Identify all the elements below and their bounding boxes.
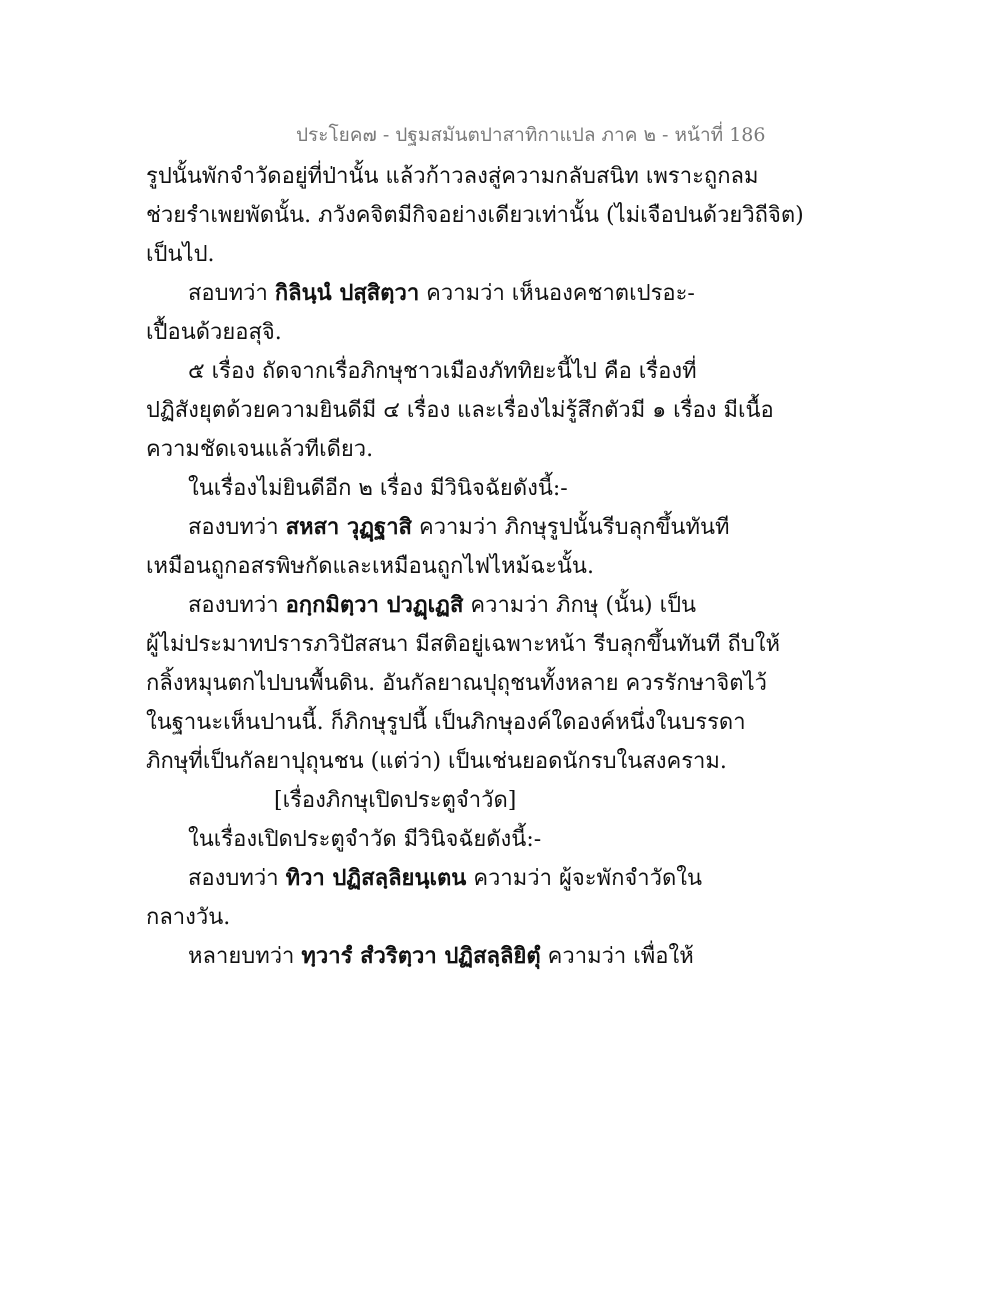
paragraph-line: เป็นไป. bbox=[146, 242, 215, 267]
line-text: ความว่า ผู้จะพักจำวัดใน bbox=[466, 866, 703, 891]
paragraph-line: เปื้อนด้วยอสุจิ. bbox=[146, 320, 282, 345]
paragraph-line: ภิกษุที่เป็นกัลยาปุถุนชน (แต่ว่า) เป็นเช่นยอดนักรบในสงคราม. bbox=[146, 749, 727, 774]
paragraph-line bbox=[146, 937, 726, 976]
line-text: ความว่า เพื่อให้ bbox=[540, 944, 694, 969]
paragraph-line bbox=[146, 274, 726, 313]
pali-term: ทิวา ปฏิสลฺลิยนฺเตน bbox=[285, 865, 467, 891]
paragraph-line bbox=[146, 586, 726, 625]
paragraph-line: ๕ เรื่อง ถัดจากเรื่อภิกษุชาวเมืองภัททิยะนี้ไป คือ เรื่องที่ bbox=[188, 359, 697, 384]
line-text: ความว่า ภิกษุรูปนั้นรีบลุกขึ้นทันที bbox=[411, 515, 730, 540]
paragraph-line: กลางวัน. bbox=[146, 905, 231, 930]
pali-term: สหสา วุฏฺฐาสิ bbox=[285, 514, 412, 540]
paragraph-line bbox=[146, 859, 726, 898]
line-text: สองบทว่า bbox=[188, 593, 286, 618]
paragraph-line: ในเรื่องเปิดประตูจำวัด มีวินิจฉัยดังนี้:- bbox=[188, 827, 542, 852]
paragraph-line bbox=[146, 508, 730, 547]
running-header: ประโยค๗ - ปฐมสมันตปาสาทิกาแปล ภาค ๒ - หน้าที่ 186 bbox=[296, 124, 766, 146]
paragraph-line: กลิ้งหมุนตกไปบนพื้นดิน. อันกัลยาณปุถุชนทั้งหลาย ควรรักษาจิตไว้ bbox=[146, 671, 767, 696]
pali-term: กิลินฺนํ ปสฺสิตฺวา bbox=[274, 280, 420, 306]
paragraph-line: รูปนั้นพักจำวัดอยู่ที่ป่านั้น แล้วก้าวลงสู่ความกลับสนิท เพราะถูกลม bbox=[146, 164, 759, 189]
line-text: สอบทว่า bbox=[188, 281, 275, 306]
pali-term: อกฺกมิตฺวา ปวฏฺเฏสิ bbox=[285, 592, 464, 618]
line-text: สองบทว่า bbox=[188, 515, 286, 540]
pali-term: ทฺวารํ สํวริตฺวา ปฏิสลฺลิยิตุํ bbox=[301, 943, 541, 969]
paragraph-line: ช่วยรำเพยพัดนั้น. ภวังคจิตมีกิจอย่างเดียวเท่านั้น (ไม่เจือปนด้วยวิถีจิต) bbox=[146, 203, 804, 228]
section-heading: [เรื่องภิกษุเปิดประตูจำวัด] bbox=[274, 788, 517, 813]
paragraph-line: ปฏิสังยุตด้วยความยินดีมี ๔ เรื่อง และเรื่องไม่รู้สึกตัวมี ๑ เรื่อง มีเนื้อ bbox=[146, 398, 774, 423]
paragraph-line: ผู้ไม่ประมาทปรารภวิปัสสนา มีสติอยู่เฉพาะหน้า รีบลุกขึ้นทันที ถีบให้ bbox=[146, 632, 781, 657]
line-text: สองบทว่า bbox=[188, 866, 286, 891]
line-text: ความว่า เห็นองคชาตเปรอะ- bbox=[419, 281, 695, 306]
paragraph-line: เหมือนถูกอสรพิษกัดและเหมือนถูกไฟไหม้ฉะนั้น. bbox=[146, 554, 594, 579]
paragraph-line: ในเรื่องไม่ยินดีอีก ๒ เรื่อง มีวินิจฉัยดังนี้:- bbox=[188, 476, 568, 501]
line-text: ความว่า ภิกษุ (นั้น) เป็น bbox=[463, 593, 697, 618]
body-text bbox=[146, 157, 804, 976]
paragraph-line: ความชัดเจนแล้วทีเดียว. bbox=[146, 437, 374, 462]
paragraph-line: ในฐานะเห็นปานนี้. ก็ภิกษุรูปนี้ เป็นภิกษุองค์ใดองค์หนึ่งในบรรดา bbox=[146, 710, 746, 735]
line-text: หลายบทว่า bbox=[188, 944, 302, 969]
